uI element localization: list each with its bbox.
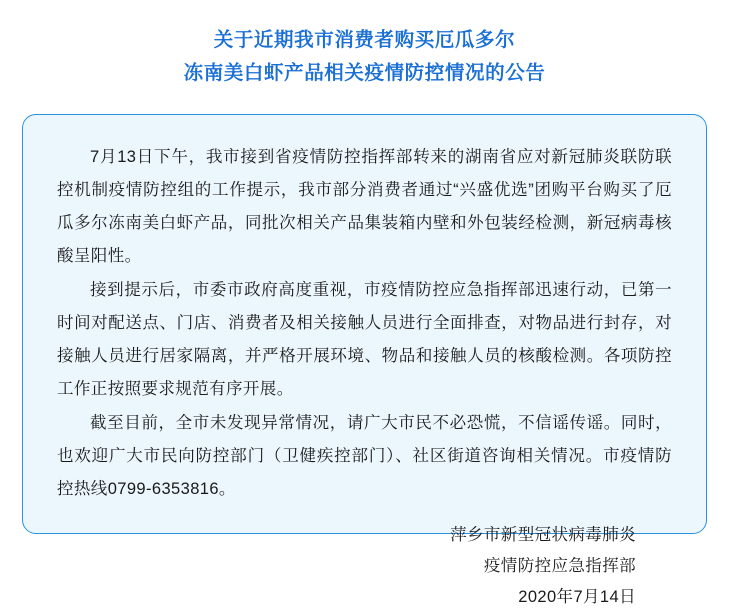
page-title [0,0,729,98]
body-paragraph-2: 接到提示后，市委市政府高度重视，市疫情防控应急指挥部迅速行动，已第一时间对配送点、门店、消费者及相关接触人员进行全面排查，对物品进行封存，对接触人员进行居家隔离，并严格开展环境、物品和接触人员的核酸检测。各项防控工作正按照要求规范有序开展。 [57,281,672,398]
announcement-card [22,114,707,606]
page-title-line-1: 关于近期我市消费者购买厄瓜多尔 [213,29,516,51]
body-paragraph-3: 截至目前，全市未发现异常情况，请广大市民不必恐慌，不信谣传谣。同时，也欢迎广大市民向防控部门（卫健疾控部门）、社区街道咨询相关情况。市疫情防控热线0799-6353816。 [57,414,672,498]
announcement-body [57,141,672,506]
page-title-line-2: 冻南美白虾产品相关疫情防控情况的公告 [183,62,546,84]
signature-block [57,520,672,613]
signature-date: 2020年7月14日 [518,588,636,606]
body-paragraph-1: 7月13日下午，我市接到省疫情防控指挥部转来的湖南省应对新冠肺炎联防联控机制疫情防控组的工作提示，我市部分消费者通过“兴盛优选”团购平台购买了厄瓜多尔冻南美白虾产品，同批次相关产品集装箱内壁和外包装经检测，新冠病毒核酸呈阳性。 [57,148,672,265]
signature-issuer-line-2: 疫情防控应急指挥部 [483,557,636,575]
signature-issuer-line-1: 萍乡市新型冠状病毒肺炎 [450,526,636,544]
